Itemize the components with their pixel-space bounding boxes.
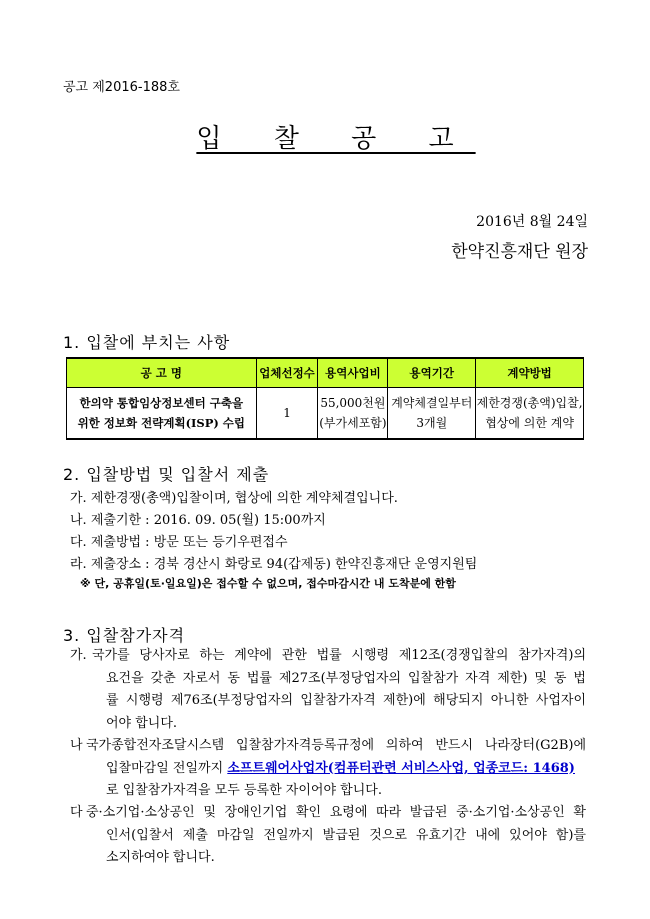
document-title (0, 118, 650, 155)
bid-table-header-row (67, 358, 584, 388)
table-row (67, 388, 584, 440)
list-item: 다. 제출방법 : 방문 또는 등기우편접수 (70, 535, 288, 550)
paragraph-line: 률 시행령 제76조(부정당업자의 입찰참가자격 제한)에 해당되지 아니한 사업자이 (106, 693, 586, 708)
paragraph-text: 입찰마감일 전일까지 (106, 760, 228, 776)
contract-method-line: 협상에 의한 계약 (485, 416, 574, 430)
period-cell (388, 388, 476, 440)
issuer: 한약진흥재단 원장 (451, 242, 588, 262)
section-3-heading: 3. 입찰참가자격 (63, 626, 186, 645)
notice-number: 공고 제2016-188호 (63, 80, 180, 95)
budget-amount: 55,000천원 (320, 396, 386, 410)
qualification-item-b (70, 735, 586, 805)
project-name-cell (67, 388, 257, 440)
paragraph-line (106, 758, 586, 781)
paragraph-line: 중·소기업·소상공인 및 장애인기업 확인 요령에 따라 발급된 중·소기업·소상공인 확 (86, 805, 586, 820)
paragraph-line: 어야 합니다. (106, 715, 178, 731)
qualification-item-a (70, 645, 586, 737)
period-line: 계약체결일부터 (391, 396, 473, 410)
bid-table-header: 계약방법 (476, 358, 584, 388)
list-item: 라. 제출장소 : 경북 경산시 화랑로 94(갑제동) 한약진흥재단 운영지원팀 (70, 557, 478, 572)
vendor-count-cell: 1 (256, 388, 318, 440)
paragraph-line: 요건을 갖춘 자로서 동 법률 제27조(부정당업자의 입찰참가 자격 제한) 및 동 법 (106, 670, 586, 686)
bid-table-header: 업체선정수 (256, 358, 318, 388)
paragraph-line: 로 입찰참가자격을 모두 등록한 자이어야 합니다. (106, 783, 382, 798)
list-item: 나. 제출기한 : 2016. 09. 05(월) 15:00까지 (70, 513, 326, 528)
paragraph-line: 국가를 당사자로 하는 계약에 관한 법률 시행령 제12조(경쟁입찰의 참가자격)의 (92, 648, 586, 663)
list-item: 가. 제한경쟁(총액)입찰이며, 협상에 의한 계약체결입니다. (70, 491, 398, 506)
section-1-heading: 1. 입찰에 부치는 사항 (63, 333, 231, 352)
period-line: 3개월 (416, 416, 448, 430)
bid-table-header: 공 고 명 (67, 358, 257, 388)
bid-table-header: 용역기간 (388, 358, 476, 388)
qualification-item-c (70, 802, 586, 872)
bid-table-header: 용역사업비 (318, 358, 388, 388)
bid-table (66, 357, 584, 440)
item-marker: 다 (70, 805, 83, 820)
budget-cell (318, 388, 388, 440)
contract-method-cell (476, 388, 584, 440)
section-2-heading: 2. 입찰방법 및 입찰서 제출 (63, 465, 270, 484)
document-title-text: 입 찰 공 고 (196, 124, 476, 154)
contract-method-line: 제한경쟁(총액)입찰, (476, 396, 583, 410)
paragraph-line: 국가종합전자조달시스템 입찰참가자격등록규정에 의하여 반드시 나라장터(G2B)에 (86, 738, 586, 753)
paragraph-line: 인서(입찰서 제출 마감일 전일까지 발급된 것으로 유효기간 내에 있어야 함)를 (106, 827, 586, 843)
budget-vat-note: (부가세포함) (319, 416, 387, 430)
submission-note: ※ 단, 공휴일(토·일요일)은 접수할 수 없으며, 접수마감시간 내 도착분에 한함 (80, 577, 456, 590)
project-name-line: 위한 정보화 전략계획(ISP) 수립 (77, 416, 246, 430)
notice-date: 2016년 8월 24일 (476, 214, 588, 230)
paragraph-line: 소지하여야 합니다. (106, 850, 215, 865)
item-marker: 가. (70, 648, 87, 663)
item-marker: 나 (70, 738, 83, 753)
project-name-line: 한의약 통합임상정보센터 구축을 (79, 396, 244, 410)
software-business-link[interactable]: 소프트웨어사업자(컴퓨터관련 서비스사업, 업종코드: 1468) (227, 760, 575, 776)
